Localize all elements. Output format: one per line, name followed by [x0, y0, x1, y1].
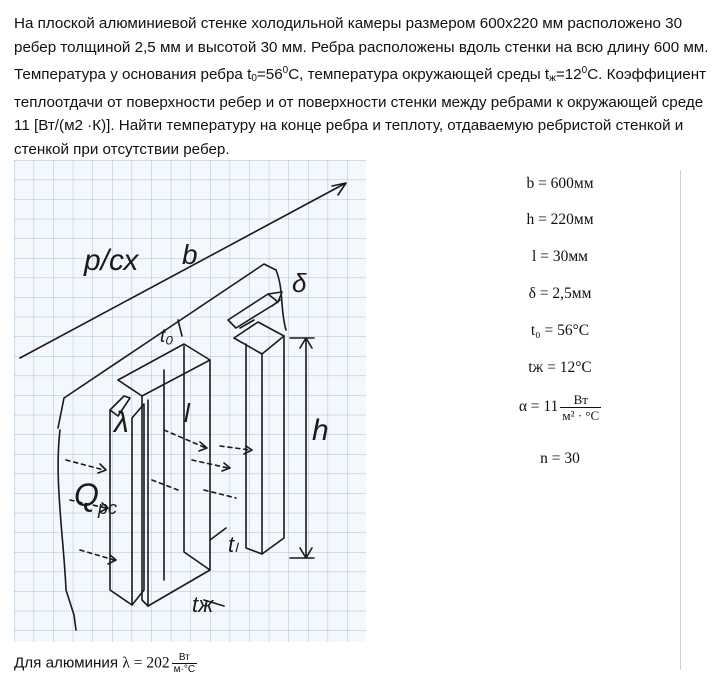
label-lambda: λ [114, 406, 129, 439]
alpha-unit-den: м² · °C [562, 408, 600, 423]
footer-unit-num: Вт [172, 652, 197, 664]
label-b: b [182, 239, 198, 270]
given-n: n = 30 [540, 450, 580, 467]
degree-sup: 0 [581, 65, 588, 77]
label-tl: tₗ [228, 532, 238, 557]
problem-line-1: На плоской алюминиевой стенке холодильной камеры размером 600х220 мм расположено 30 [14, 15, 683, 32]
graph-paper-grid [14, 160, 366, 642]
problem-statement [14, 12, 714, 162]
label-wall: р/сх [84, 244, 139, 277]
problem-line-6: стенкой при отсутствии ребер. [14, 140, 230, 158]
text-part: =12 [555, 66, 582, 84]
footer-note [14, 652, 197, 675]
given-l: l = 30мм [532, 248, 588, 265]
problem-line-3 [14, 59, 714, 91]
label-delta: δ [292, 268, 307, 298]
alpha-value: α = 11 [518, 398, 559, 416]
subscript-zh: ж [549, 73, 556, 85]
label-q: Q [74, 477, 99, 513]
column-divider [680, 170, 681, 670]
label-l: l [184, 398, 190, 428]
footer-text: Для алюминия [14, 654, 119, 672]
text-part: C, температура окружающей среды t [288, 66, 550, 84]
label-t0: t₀ [160, 326, 174, 347]
label-h: h [312, 414, 329, 447]
alpha-unit-num: Вт [560, 392, 601, 408]
given-alpha [460, 392, 660, 423]
text-part: =56 [256, 66, 283, 84]
label-tzh: tж [192, 592, 214, 617]
alpha-unit [560, 392, 601, 423]
footer-unit [172, 652, 197, 675]
footer-lambda: λ = 202 [122, 654, 170, 672]
given-delta: δ = 2,5мм [528, 285, 592, 302]
text-part: Температура у основания ребра t [14, 66, 252, 84]
problem-line-2: ребер толщиной 2,5 мм и высотой 30 мм. Ребра расположены вдоль стенки на всю длину 600 мм. [14, 38, 709, 56]
hand-sketch-figure [14, 160, 366, 642]
problem-line-4: теплоотдачи от поверхности ребер и от поверхности стенки между ребрами к окружающей среде [14, 93, 704, 111]
given-tzh: tж = 12°C [528, 359, 592, 376]
label-q-sub: рс [98, 498, 118, 518]
given-t0: t₀ = 56°C [530, 322, 590, 339]
problem-line-5: 11 [Вт/(м2 ·К)]. Найти температуру на конце ребра и теплоту, отдаваемую ребристой стенкой и [14, 117, 684, 135]
footer-unit-den: м·°С [173, 664, 196, 675]
given-b: b = 600мм [526, 175, 594, 192]
given-h: h = 220мм [526, 211, 594, 228]
degree-sup: 0 [282, 65, 289, 77]
text-part: C. Коэффициент [587, 66, 707, 84]
subscript-0: 0 [251, 73, 257, 85]
